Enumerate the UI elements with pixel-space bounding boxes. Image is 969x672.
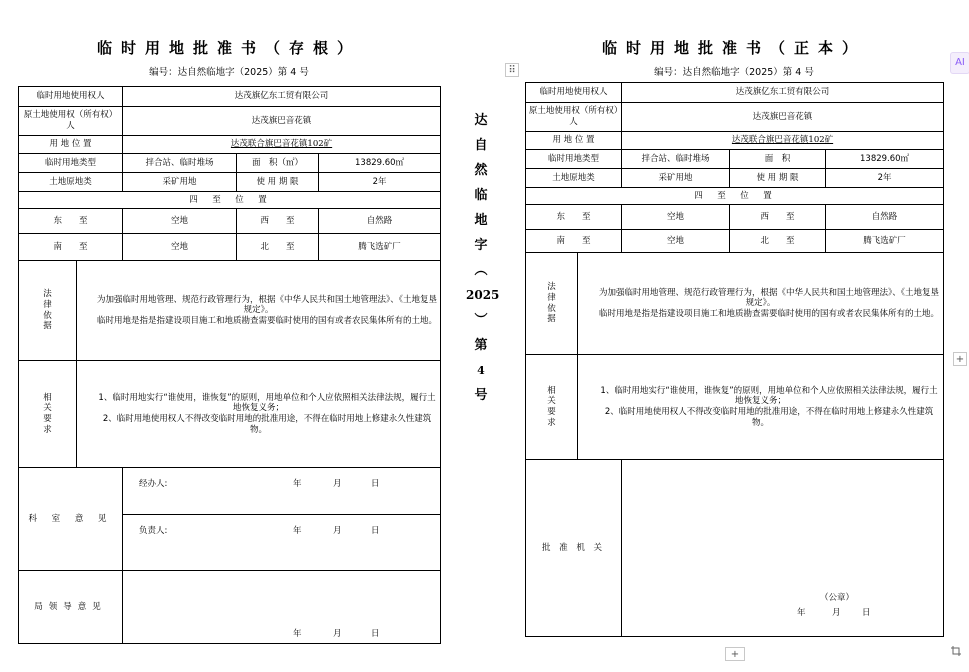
user-label: 临时用地使用权人: [526, 83, 622, 103]
user-value: 达茂旗亿东工贸有限公司: [123, 87, 441, 107]
landtype-value: 采矿用地: [123, 173, 237, 192]
north-value: 腾飞选矿厂: [319, 234, 441, 261]
approval-date-year: 年: [797, 608, 806, 618]
requirements-label: 相关要求: [19, 361, 77, 468]
east-value: 空地: [622, 205, 730, 230]
left-approval-form: [18, 86, 441, 644]
add-row-button[interactable]: +: [725, 647, 745, 661]
location-value: 达茂联合旗巴音花镇102矿: [123, 136, 441, 154]
left-serial-number: 编号：达自然临地字（2025）第 4 号: [149, 67, 309, 78]
owner-label: 原土地使用权（所有权）人: [526, 103, 622, 132]
table-move-handle-icon[interactable]: ⠿: [505, 63, 519, 77]
leader-date-year: 年: [293, 629, 302, 639]
boundaries-header: 四 至 位 置: [19, 192, 441, 209]
landtype-label: 土地原地类: [19, 173, 123, 192]
responsible-date-year: 年: [293, 526, 302, 536]
left-title: 临时用地批准书（存根）: [96, 39, 361, 57]
handler-date-month: 月: [333, 479, 342, 489]
term-label: 使 用 期 限: [237, 173, 319, 192]
right-serial-number: 编号：达自然临地字（2025）第 4 号: [654, 67, 814, 78]
location-value: 达茂联合旗巴音花镇102矿: [622, 132, 944, 150]
official-seal-label: （公章）: [820, 593, 855, 603]
landtype-label: 土地原地类: [526, 169, 622, 188]
owner-value: 达茂旗巴音花镇: [123, 107, 441, 136]
east-label: 东 至: [526, 205, 622, 230]
responsible-date-month: 月: [333, 526, 342, 536]
owner-value: 达茂旗巴音花镇: [622, 103, 944, 132]
resize-handle-icon[interactable]: [949, 645, 963, 659]
area-value: 13829.60㎡: [826, 150, 944, 169]
south-label: 南 至: [526, 230, 622, 253]
north-value: 腾飞选矿厂: [826, 230, 944, 253]
owner-label: 原土地使用权（所有权）人: [19, 107, 123, 136]
term-label: 使 用 期 限: [730, 169, 826, 188]
user-label: 临时用地使用权人: [19, 87, 123, 107]
requirements-label: 相关要求: [526, 355, 578, 460]
term-value: 2年: [319, 173, 441, 192]
handler-label: 经办人:: [139, 479, 168, 489]
responsible-date-day: 日: [371, 526, 380, 536]
landtype-value: 采矿用地: [622, 169, 730, 188]
area-value: 13829.60㎡: [319, 154, 441, 173]
responsible-label: 负责人:: [139, 526, 168, 536]
approval-authority-label: 批 准 机 关: [526, 460, 622, 637]
handler-date-day: 日: [371, 479, 380, 489]
legal-basis-text: 为加强临时用地管理、规范行政管理行为，根据《中华人民共和国土地管理法》、《土地复垦规定》。 临时用地是指是指建设项目施工和地质勘查需要临时使用的国有或者农民集体所有的土地。: [578, 253, 944, 355]
right-approval-form: [525, 82, 944, 637]
type-label: 临时用地类型: [526, 150, 622, 169]
west-label: 西 至: [237, 209, 319, 234]
requirements-text: 1、临时用地实行“谁使用，谁恢复”的原则，用地单位和个人应依照相关法律法规，履行土地恢复义务； 2、临时用地使用权人不得改变临时用地的批准用途，不得在临时用地上修建永久性建筑物。: [77, 361, 441, 468]
legal-label: 法律依据: [526, 253, 578, 355]
location-label: 用 地 位 置: [19, 136, 123, 154]
west-label: 西 至: [730, 205, 826, 230]
north-label: 北 至: [730, 230, 826, 253]
east-label: 东 至: [19, 209, 123, 234]
area-label: 面 积（㎡）: [237, 154, 319, 173]
leader-date-day: 日: [371, 629, 380, 639]
add-column-button[interactable]: +: [953, 352, 967, 366]
approval-date-day: 日: [862, 608, 871, 618]
term-value: 2年: [826, 169, 944, 188]
area-label: 面 积: [730, 150, 826, 169]
ai-assistant-button[interactable]: AI: [950, 52, 969, 74]
type-value: 拌合站、临时堆场: [123, 154, 237, 173]
type-label: 临时用地类型: [19, 154, 123, 173]
leader-date-month: 月: [333, 629, 342, 639]
south-value: 空地: [622, 230, 730, 253]
boundaries-header: 四 至 位 置: [526, 188, 944, 205]
section-opinion-label: 科 室 意 见: [19, 468, 123, 571]
east-value: 空地: [123, 209, 237, 234]
south-value: 空地: [123, 234, 237, 261]
right-title: 临时用地批准书（正本）: [601, 39, 866, 57]
west-value: 自然路: [319, 209, 441, 234]
user-value: 达茂旗亿东工贸有限公司: [622, 83, 944, 103]
legal-basis-text: 为加强临时用地管理、规范行政管理行为，根据《中华人民共和国土地管理法》、《土地复垦规定》。 临时用地是指是指建设项目施工和地质勘查需要临时使用的国有或者农民集体所有的土地。: [77, 261, 441, 361]
type-value: 拌合站、临时堆场: [622, 150, 730, 169]
west-value: 自然路: [826, 205, 944, 230]
south-label: 南 至: [19, 234, 123, 261]
handler-date-year: 年: [293, 479, 302, 489]
vertical-serial-text: 达 自 然 临 地 字 ︵ 2025 ︶ 第 4 号: [466, 113, 500, 403]
legal-label: 法律依据: [19, 261, 77, 361]
location-label: 用 地 位 置: [526, 132, 622, 150]
north-label: 北 至: [237, 234, 319, 261]
leader-opinion-label: 局领导意见: [19, 571, 123, 644]
requirements-text: 1、临时用地实行“谁使用，谁恢复”的原则，用地单位和个人应依照相关法律法规，履行土地恢复义务； 2、临时用地使用权人不得改变临时用地的批准用途，不得在临时用地上修建永久性建筑物。: [578, 355, 944, 460]
approval-date-month: 月: [832, 608, 841, 618]
